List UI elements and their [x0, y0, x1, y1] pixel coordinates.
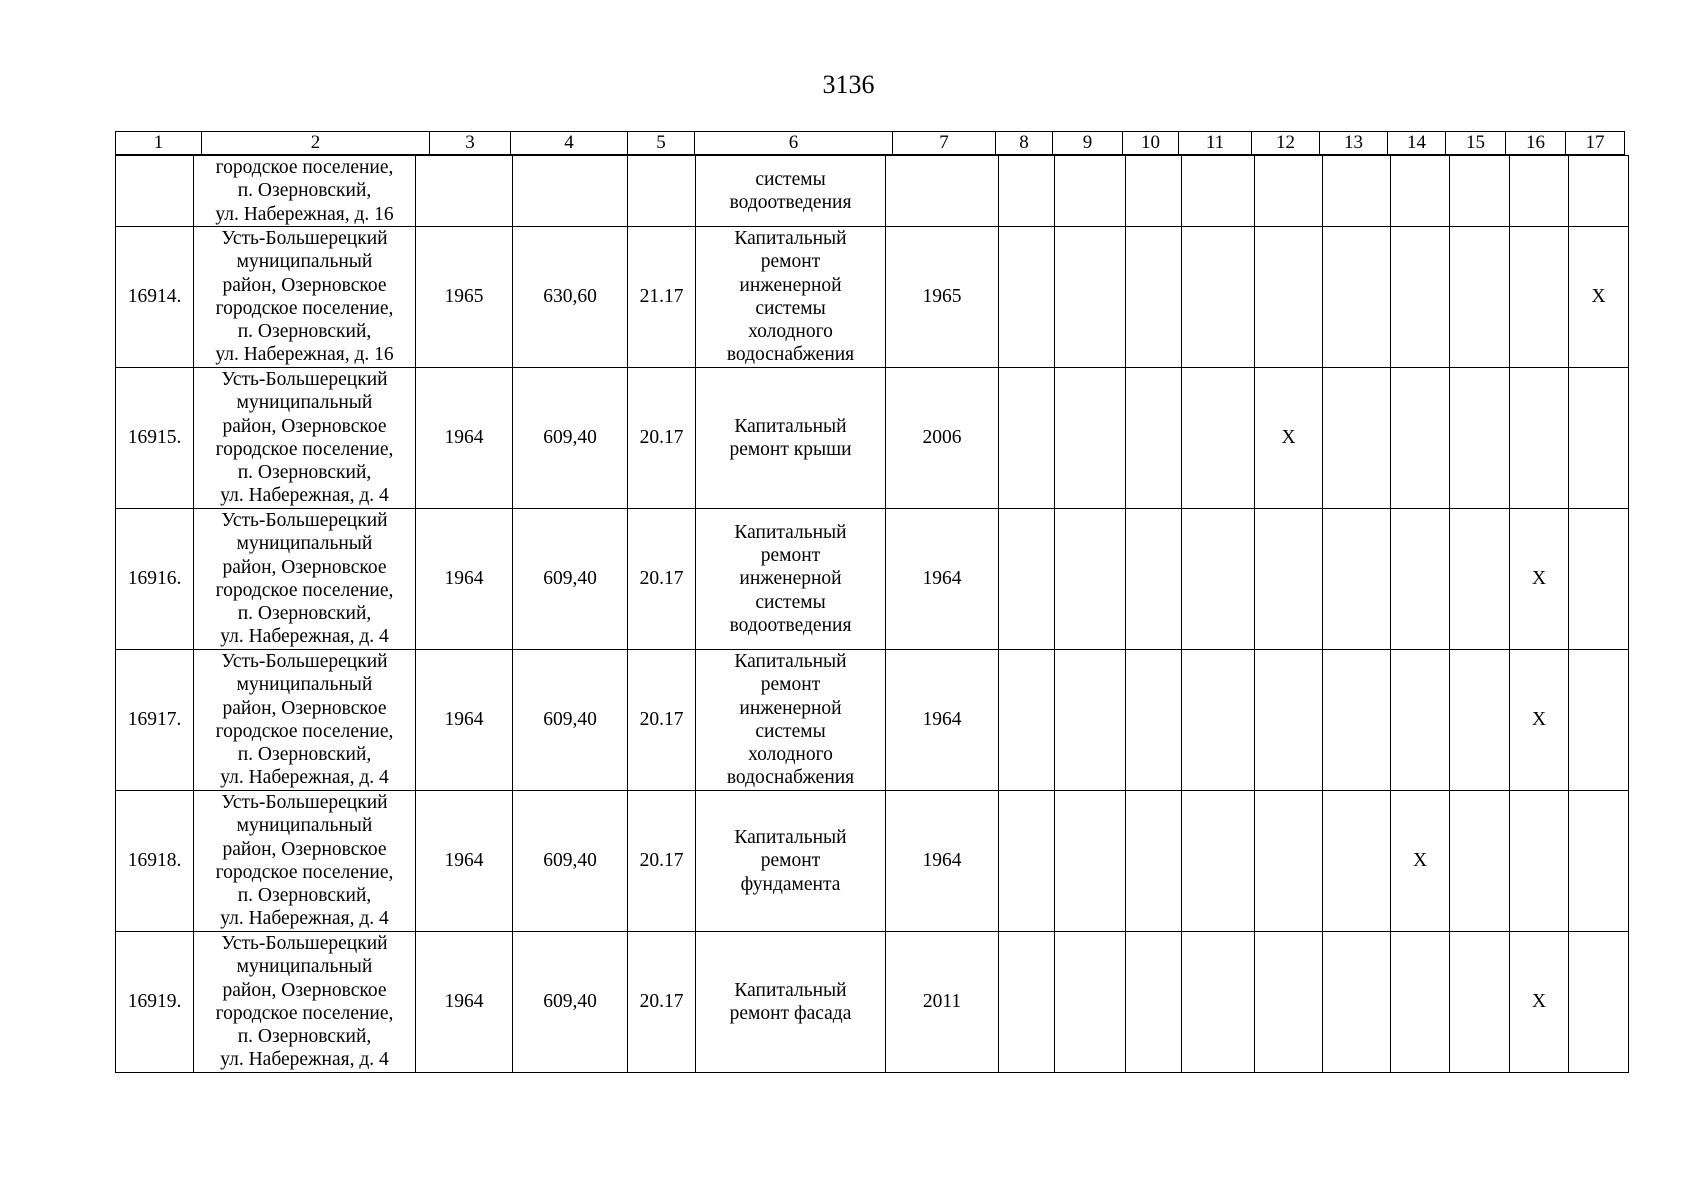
column-10-mark-cell [1126, 367, 1182, 508]
column-16-mark-cell: X [1510, 649, 1569, 790]
address-cell-line: район, Озерновское [222, 697, 387, 719]
area-cell: 609,40 [513, 790, 628, 931]
build-year-cell: 1964 [416, 649, 513, 790]
column-17-cell [1569, 156, 1629, 227]
column-14-cell [1391, 156, 1450, 227]
column-16-mark-cell: X [1510, 931, 1569, 1072]
data-table [115, 155, 1629, 1073]
wear-cell [628, 156, 696, 227]
work-type-cell-line: ремонт [760, 674, 821, 696]
column-17-mark-cell [1569, 508, 1629, 649]
column-13-mark-cell [1323, 508, 1391, 649]
work-type-cell-line: ремонт фасада [729, 1002, 852, 1024]
column-header-9: 9 [1053, 132, 1123, 155]
work-type-cell-line: системы [755, 591, 826, 613]
column-13-mark-cell [1323, 931, 1391, 1072]
address-cell-line: муниципальный [236, 956, 373, 978]
address-cell [194, 226, 416, 367]
column-8-cell [999, 508, 1055, 649]
area-cell: 630,60 [513, 226, 628, 367]
column-15-mark-cell [1450, 367, 1510, 508]
address-cell-line: район, Озерновское [222, 979, 387, 1001]
column-14-mark-cell: X [1391, 790, 1450, 931]
work-type-cell-line: ремонт [760, 251, 821, 273]
work-type-cell [696, 649, 886, 790]
address-cell-line: муниципальный [236, 674, 373, 696]
column-10-mark-cell [1126, 226, 1182, 367]
area-cell: 609,40 [513, 367, 628, 508]
address-cell-line: муниципальный [236, 392, 373, 414]
column-9-mark-cell [1055, 931, 1126, 1072]
work-type-cell [696, 156, 886, 227]
row-number-cell: 16919. [116, 931, 194, 1072]
work-type-cell [696, 931, 886, 1072]
last-repair-year-cell: 1964 [886, 649, 999, 790]
area-cell: 609,40 [513, 649, 628, 790]
table-row [116, 790, 1629, 931]
build-year-cell: 1964 [416, 367, 513, 508]
column-12-mark-cell [1255, 649, 1323, 790]
column-header-13: 13 [1320, 132, 1388, 155]
column-12-cell [1255, 156, 1323, 227]
build-year-cell: 1964 [416, 931, 513, 1072]
address-cell-line: п. Озерновский, [237, 462, 372, 484]
row-number-cell [116, 156, 194, 227]
column-11-cell [1182, 156, 1255, 227]
column-9-mark-cell [1055, 649, 1126, 790]
column-12-mark-cell [1255, 226, 1323, 367]
column-10-mark-cell [1126, 649, 1182, 790]
build-year-cell: 1964 [416, 790, 513, 931]
column-header-17: 17 [1566, 132, 1625, 155]
address-cell-line: городское поселение, [215, 579, 394, 601]
column-header-16: 16 [1506, 132, 1566, 155]
column-14-mark-cell [1391, 367, 1450, 508]
address-cell-line: п. Озерновский, [237, 885, 372, 907]
address-cell [194, 931, 416, 1072]
column-8-cell [999, 790, 1055, 931]
column-16-mark-cell: X [1510, 508, 1569, 649]
column-17-mark-cell [1569, 649, 1629, 790]
address-cell-line: городское поселение, [215, 1002, 394, 1024]
table-row-continued [116, 156, 1629, 227]
address-cell [194, 649, 416, 790]
column-header-5: 5 [628, 132, 695, 155]
address-cell-line: Усть-Большерецкий [221, 792, 388, 813]
column-9-mark-cell [1055, 367, 1126, 508]
work-type-cell [696, 790, 886, 931]
work-type-cell-line: системы [755, 720, 826, 742]
table-row [116, 931, 1629, 1072]
work-type-cell-line: ремонт крыши [729, 438, 852, 460]
column-17-mark-cell [1569, 367, 1629, 508]
table-row [116, 649, 1629, 790]
column-header-12: 12 [1252, 132, 1320, 155]
column-13-mark-cell [1323, 226, 1391, 367]
address-cell-line: городское поселение, [215, 157, 394, 178]
column-header-15: 15 [1446, 132, 1506, 155]
address-cell-line: городское поселение, [215, 297, 394, 319]
column-15-mark-cell [1450, 790, 1510, 931]
work-type-cell [696, 367, 886, 508]
address-cell [194, 790, 416, 931]
address-cell-line: п. Озерновский, [237, 321, 372, 343]
column-14-mark-cell [1391, 931, 1450, 1072]
work-type-cell-line: Капитальный [734, 228, 847, 249]
work-type-cell-line: холодного [748, 321, 833, 343]
work-type-cell-line: Капитальный [734, 521, 847, 543]
column-header-14: 14 [1388, 132, 1446, 155]
address-cell [194, 156, 416, 227]
column-10-mark-cell [1126, 790, 1182, 931]
wear-cell: 20.17 [628, 367, 696, 508]
address-cell-line: район, Озерновское [222, 274, 387, 296]
work-type-cell-line: ремонт [760, 850, 821, 872]
address-cell-line: п. Озерновский, [237, 603, 372, 625]
build-year-cell: 1965 [416, 226, 513, 367]
last-repair-year-cell: 1964 [886, 790, 999, 931]
row-number-cell: 16914. [116, 226, 194, 367]
column-10-mark-cell [1126, 931, 1182, 1072]
last-repair-year-cell: 2011 [886, 931, 999, 1072]
last-repair-year-cell: 1965 [886, 226, 999, 367]
column-7-cell [886, 156, 999, 227]
column-15-mark-cell [1450, 226, 1510, 367]
column-11-mark-cell [1182, 649, 1255, 790]
address-cell-line: район, Озерновское [222, 556, 387, 578]
work-type-cell-line: ремонт [760, 544, 821, 566]
column-number-header [115, 131, 1625, 155]
address-cell-line: ул. Набережная, д. 4 [220, 767, 389, 789]
build-year-cell: 1964 [416, 508, 513, 649]
column-8-cell [999, 156, 1055, 227]
column-header-11: 11 [1179, 132, 1252, 155]
address-cell [194, 508, 416, 649]
wear-cell: 20.17 [628, 649, 696, 790]
column-9-mark-cell [1055, 508, 1126, 649]
work-type-cell [696, 508, 886, 649]
work-type-cell-line: инженерной [739, 274, 842, 296]
last-repair-year-cell: 1964 [886, 508, 999, 649]
address-cell-line: муниципальный [236, 533, 373, 555]
row-number-cell: 16916. [116, 508, 194, 649]
column-header-1: 1 [116, 132, 202, 155]
work-type-cell-line: фундамента [740, 873, 841, 895]
column-14-mark-cell [1391, 508, 1450, 649]
column-11-mark-cell [1182, 226, 1255, 367]
column-13-mark-cell [1323, 790, 1391, 931]
work-type-cell-line: инженерной [739, 568, 842, 590]
column-8-cell [999, 367, 1055, 508]
work-type-cell-line: водоотведения [729, 614, 852, 636]
column-15-cell [1450, 156, 1510, 227]
address-cell-line: район, Озерновское [222, 838, 387, 860]
column-header-10: 10 [1123, 132, 1179, 155]
row-number-cell: 16915. [116, 367, 194, 508]
column-17-mark-cell [1569, 790, 1629, 931]
last-repair-year-cell: 2006 [886, 367, 999, 508]
address-cell-line: п. Озерновский, [237, 744, 372, 766]
work-type-cell-line: водоснабжения [726, 767, 855, 789]
address-cell-line: ул. Набережная, д. 16 [215, 203, 394, 225]
column-header-7: 7 [893, 132, 996, 155]
column-12-mark-cell [1255, 508, 1323, 649]
column-17-mark-cell [1569, 931, 1629, 1072]
address-cell-line: городское поселение, [215, 438, 394, 460]
column-15-mark-cell [1450, 931, 1510, 1072]
wear-cell: 20.17 [628, 931, 696, 1072]
column-9-mark-cell [1055, 226, 1126, 367]
work-type-cell-line: холодного [748, 744, 833, 766]
column-16-mark-cell [1510, 790, 1569, 931]
column-16-mark-cell [1510, 367, 1569, 508]
address-cell-line: ул. Набережная, д. 4 [220, 485, 389, 507]
table-row [116, 226, 1629, 367]
column-16-cell [1510, 156, 1569, 227]
address-cell-line: городское поселение, [215, 720, 394, 742]
work-type-cell [696, 226, 886, 367]
address-cell-line: п. Озерновский, [237, 1026, 372, 1048]
column-17-mark-cell: X [1569, 226, 1629, 367]
work-type-cell-line: инженерной [739, 697, 842, 719]
address-cell-line: Усть-Большерецкий [221, 651, 388, 672]
address-cell-line: Усть-Большерецкий [221, 933, 388, 954]
column-12-mark-cell [1255, 931, 1323, 1072]
column-11-mark-cell [1182, 367, 1255, 508]
row-number-cell: 16917. [116, 649, 194, 790]
wear-cell: 20.17 [628, 508, 696, 649]
column-8-cell [999, 226, 1055, 367]
area-cell [513, 156, 628, 227]
address-cell-line: Усть-Большерецкий [221, 228, 388, 249]
column-10-cell [1126, 156, 1182, 227]
column-header-2: 2 [202, 132, 430, 155]
work-type-cell-line: Капитальный [734, 826, 847, 848]
column-8-cell [999, 649, 1055, 790]
column-16-mark-cell [1510, 226, 1569, 367]
work-type-cell-line: водоотведения [729, 191, 852, 213]
column-10-mark-cell [1126, 508, 1182, 649]
wear-cell: 21.17 [628, 226, 696, 367]
address-cell [194, 367, 416, 508]
wear-cell: 20.17 [628, 790, 696, 931]
column-header-3: 3 [430, 132, 511, 155]
column-12-mark-cell: X [1255, 367, 1323, 508]
work-type-cell-line: водоснабжения [726, 344, 855, 366]
column-13-mark-cell [1323, 649, 1391, 790]
column-14-mark-cell [1391, 226, 1450, 367]
address-cell-line: городское поселение, [215, 861, 394, 883]
address-cell-line: ул. Набережная, д. 16 [215, 344, 394, 366]
column-header-6: 6 [695, 132, 893, 155]
column-12-mark-cell [1255, 790, 1323, 931]
build-year-cell [416, 156, 513, 227]
column-11-mark-cell [1182, 931, 1255, 1072]
address-cell-line: ул. Набережная, д. 4 [220, 1049, 389, 1071]
address-cell-line: муниципальный [236, 815, 373, 837]
column-15-mark-cell [1450, 649, 1510, 790]
column-header-8: 8 [996, 132, 1053, 155]
address-cell-line: ул. Набережная, д. 4 [220, 908, 389, 930]
work-type-cell-line: системы [755, 297, 826, 319]
column-14-mark-cell [1391, 649, 1450, 790]
page-number: 3136 [822, 70, 875, 99]
column-15-mark-cell [1450, 508, 1510, 649]
work-type-cell-line: системы [755, 168, 826, 190]
column-13-mark-cell [1323, 367, 1391, 508]
table-row [116, 508, 1629, 649]
column-9-mark-cell [1055, 790, 1126, 931]
address-cell-line: Усть-Большерецкий [221, 510, 388, 531]
column-9-cell [1055, 156, 1126, 227]
column-11-mark-cell [1182, 508, 1255, 649]
column-header-4: 4 [511, 132, 628, 155]
area-cell: 609,40 [513, 508, 628, 649]
column-8-cell [999, 931, 1055, 1072]
work-type-cell-line: Капитальный [734, 979, 847, 1001]
work-type-cell-line: Капитальный [734, 651, 847, 672]
work-type-cell-line: Капитальный [734, 415, 847, 437]
area-cell: 609,40 [513, 931, 628, 1072]
column-13-cell [1323, 156, 1391, 227]
address-cell-line: Усть-Большерецкий [221, 369, 388, 390]
header-row [116, 132, 1625, 155]
address-cell-line: муниципальный [236, 251, 373, 273]
table-row [116, 367, 1629, 508]
address-cell-line: район, Озерновское [222, 415, 387, 437]
row-number-cell: 16918. [116, 790, 194, 931]
column-11-mark-cell [1182, 790, 1255, 931]
address-cell-line: п. Озерновский, [237, 180, 372, 202]
address-cell-line: ул. Набережная, д. 4 [220, 626, 389, 648]
